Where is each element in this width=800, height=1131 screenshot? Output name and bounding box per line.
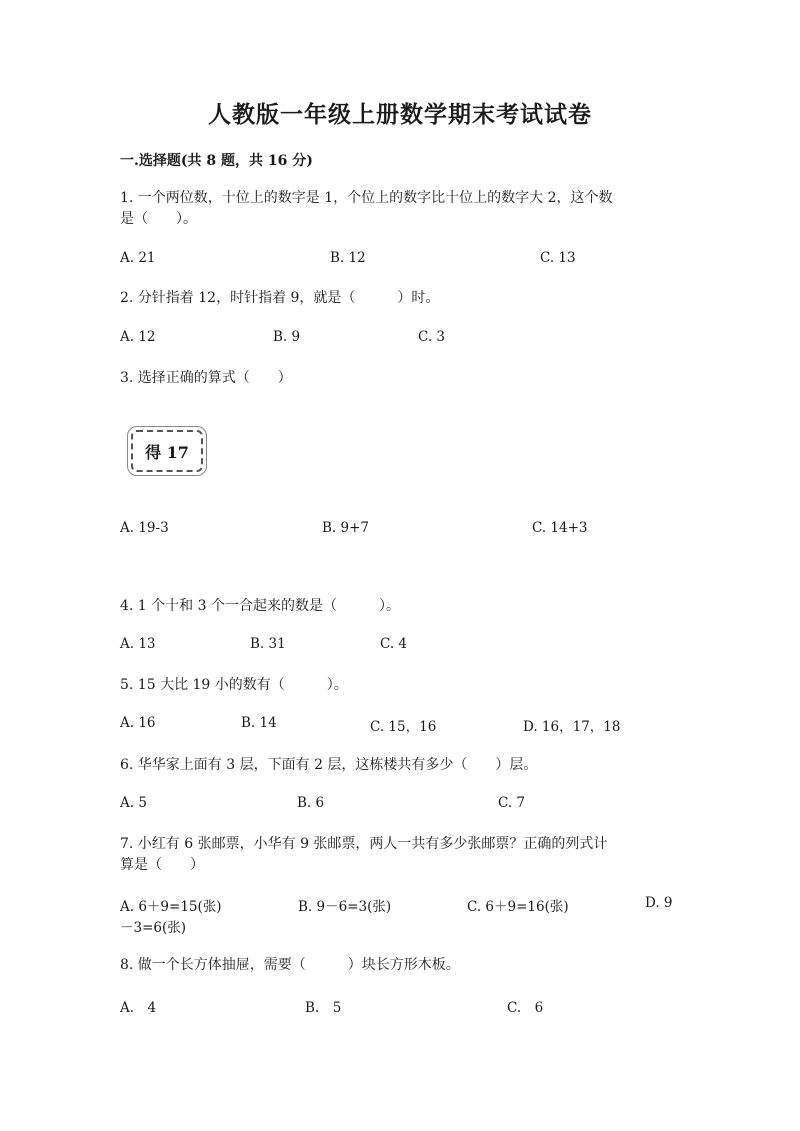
q5-option-d: D. 16，17，18 [523, 719, 621, 735]
q5-option-a: A. 16 [120, 715, 156, 731]
q5-option-b: B. 14 [241, 715, 277, 731]
q3-option-b: B. 9+7 [322, 520, 369, 536]
question-1-text: 1. 一个两位数，十位上的数字是 1，个位上的数字比十位上的数字大 2，这个数 [120, 190, 613, 206]
question-4-text: 4. 1 个十和 3 个一合起来的数是（ ）。 [120, 598, 400, 614]
question-7-text-line2: 算是（ ） [120, 857, 204, 873]
question-6-text: 6. 华华家上面有 3 层，下面有 2 层，这栋楼共有多少（ ）层。 [120, 757, 538, 773]
q1-option-a: A. 21 [120, 250, 156, 266]
q8-option-a: A. 4 [120, 1000, 157, 1016]
q3-option-c: C. 14+3 [532, 520, 588, 536]
question-1-text-line2: 是（ ）。 [120, 211, 197, 227]
q1-option-c: C. 13 [540, 250, 576, 266]
exam-title: 人教版一年级上册数学期末考试试卷 [208, 101, 592, 128]
q3-option-a: A. 19-3 [120, 520, 169, 536]
q4-option-b: B. 31 [250, 636, 286, 652]
q8-option-b: B. 5 [305, 1000, 342, 1016]
q7-option-a: A. 6＋9=15(张) [120, 899, 222, 915]
q7-option-b: B. 9－6=3(张) [298, 899, 392, 915]
q4-option-a: A. 13 [120, 636, 156, 652]
q4-option-c: C. 4 [380, 636, 408, 652]
question-2-text: 2. 分针指着 12，时针指着 9，就是（ ）时。 [120, 290, 440, 306]
q2-option-b: B. 9 [273, 329, 301, 345]
q8-option-c: C. 6 [507, 1000, 544, 1016]
q7-option-d-continued: －3=6(张) [120, 920, 187, 936]
q6-option-b: B. 6 [297, 795, 325, 811]
q5-option-c: C. 15，16 [370, 719, 437, 735]
q6-option-c: C. 7 [498, 795, 526, 811]
q7-option-d: D. 9 [645, 895, 673, 911]
q6-option-a: A. 5 [120, 795, 147, 811]
question-3-text: 3. 选择正确的算式（ ） [120, 370, 292, 386]
question-3-image-badge: 得 17 [131, 430, 203, 472]
question-8-text: 8. 做一个长方体抽屉，需要（ ）块长方形木板。 [120, 957, 460, 973]
question-5-text: 5. 15 大比 19 小的数有（ ）。 [120, 677, 348, 693]
q1-option-b: B. 12 [330, 250, 366, 266]
question-7-text: 7. 小红有 6 张邮票，小华有 9 张邮票，两人一共有多少张邮票？正确的列式计 [120, 836, 608, 852]
section-heading: 一.选择题(共 8 题，共 16 分) [120, 153, 313, 169]
q2-option-c: C. 3 [418, 329, 446, 345]
q2-option-a: A. 12 [120, 329, 156, 345]
q7-option-c: C. 6＋9=16(张) [467, 899, 569, 915]
